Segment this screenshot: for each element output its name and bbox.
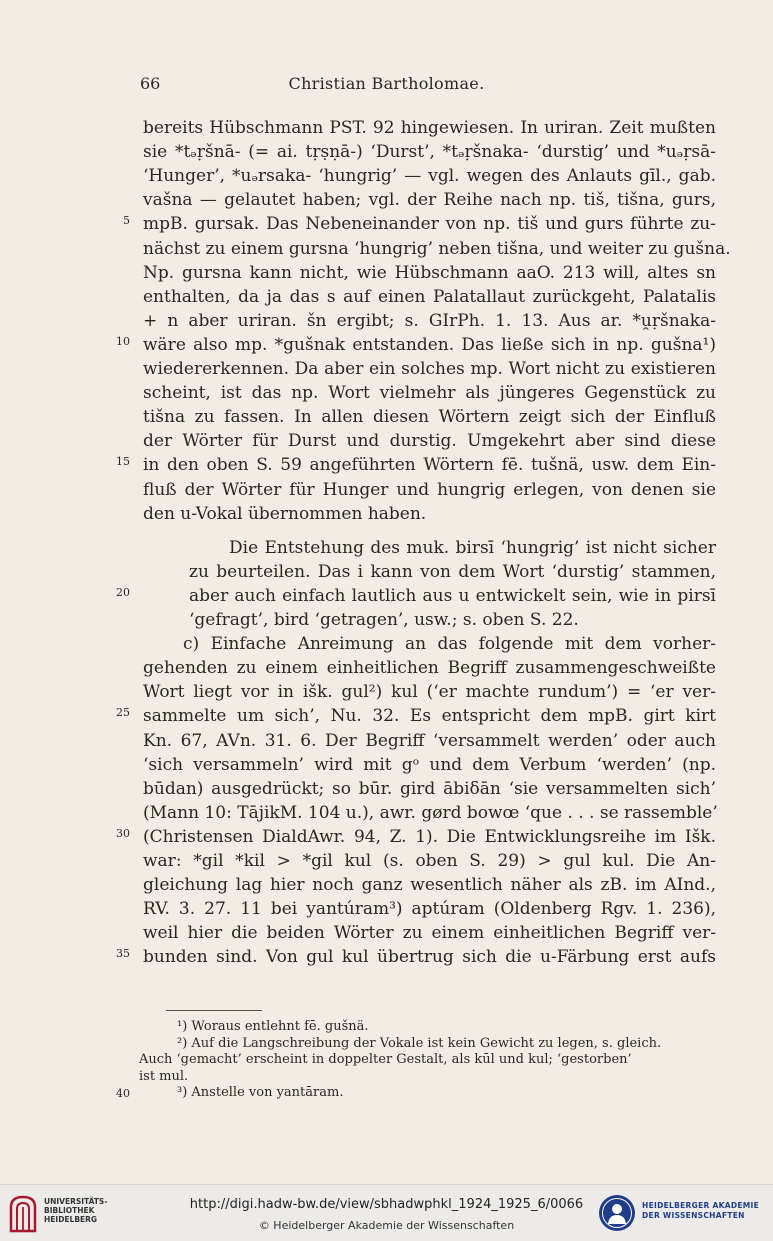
academy-name: HEIDELBERGER AKADEMIE DER WISSENSCHAFTEN	[642, 1201, 760, 1220]
text-line: war: *gil *kil > *gil kul (s. oben S. 29) > gul kul. Die An-	[143, 851, 716, 871]
text-line: sammelte um sich’, Nu. 32. Es entspricht dem mpB. girt kirt	[143, 706, 716, 727]
text-line: ‘sich versammeln’ wird mit gᵒ und dem Verbum ‘werden’ (np.	[143, 754, 716, 775]
text-line: + n aber uriran. šn ergibt; s. GIrPh. 1. 13. Aus ar. *u̯ṛšnaka-	[143, 310, 716, 331]
page-header	[0, 74, 773, 98]
text-line: Np. gursna kann nicht, wie Hübschmann aaO. 213 will, altes sn	[143, 262, 716, 283]
footnote-line: ³) Anstelle von yantāram.	[177, 1085, 344, 1100]
text-line: fluß der Wörter für Hunger und hungrig erlegen, von denen sie	[143, 479, 716, 500]
line-number: 30	[116, 826, 130, 840]
text-line: mpB. gursak. Das Nebeneinander von np. tiš und gurs führte zu-	[143, 214, 716, 235]
line-number: 35	[116, 947, 130, 961]
running-head: Christian Bartholomae.	[288, 74, 485, 93]
text-line: c) Einfache Anreimung an das folgende mit dem vorher-	[183, 634, 716, 655]
text-line: in den oben S. 59 angeführten Wörtern fē. tušnä, usw. dem Ein-	[143, 455, 716, 476]
copyright-text: © Heidelberger Akademie der Wissenschaften	[258, 1219, 515, 1232]
footnote-line: Auch ‘gemacht’ erscheint in doppelter Gestalt, als kūl und kul; ‘gestorben’	[139, 1052, 632, 1067]
text-line: enthalten, da ja das s auf einen Palatallaut zurückgeht, Palatalis	[143, 286, 716, 307]
text-line: weil hier die beiden Wörter zu einem einheitlichen Begriff ver-	[143, 923, 716, 944]
text-line: den u-Vokal übernommen haben.	[143, 503, 427, 524]
text-line: Wort liegt vor in išk. gul²) kul (‘er machte rundum’) = ‘er ver-	[143, 682, 716, 703]
page-number: 66	[140, 74, 161, 93]
university-library-name: UNIVERSITÄTS- BIBLIOTHEK HEIDELBERG	[44, 1197, 108, 1224]
text-line: (Mann 10: TājikM. 104 u.), awr. gørd bowœ ‘que . . . se rassemble’	[143, 802, 718, 823]
footnote-line: ²) Auf die Langschreibung der Vokale ist kein Gewicht zu legen, s. gleich.	[177, 1035, 662, 1051]
text-line: zu beurteilen. Das i kann von dem Wort ‘durstig’ stammen,	[189, 561, 716, 582]
academy-seal-icon[interactable]	[597, 1193, 637, 1233]
line-number: 10	[116, 334, 130, 348]
text-line: ‘gefragt’, bird ‘getragen’, usw.; s. oben S. 22.	[189, 610, 579, 630]
text-line: sie *tₔṛšnā- (= ai. tṛṣṇā-) ‘Durst’, *tₔṛšnaka- ‘durstig’ und *uₔṛsā-	[143, 142, 716, 163]
line-number: 5	[123, 214, 130, 228]
text-line: wiedererkennen. Da aber ein solches mp. Wort nicht zu existieren	[143, 359, 716, 379]
text-line: aber auch einfach lautlich aus u entwickelt sein, wie in pirsī	[189, 585, 716, 606]
text-line: gehenden zu einem einheitlichen Begriff zusammengeschweißte	[143, 658, 716, 679]
text-line: bunden sind. Von gul kul übertrug sich die u-Färbung erst aufs	[143, 947, 716, 968]
text-line: der Wörter für Durst und durstig. Umgekehrt aber sind diese	[143, 431, 716, 452]
footnote-line: ist mul.	[139, 1068, 189, 1084]
line-number: 25	[116, 706, 130, 720]
text-line: scheint, ist das np. Wort vielmehr als jüngeres Gegenstück zu	[143, 383, 716, 404]
text-line: wäre also mp. *gušnak entstanden. Das ließe sich in np. gušna¹)	[143, 334, 716, 355]
text-line: gleichung lag hier noch ganz wesentlich näher als zB. im AInd.,	[143, 875, 716, 896]
line-number: 15	[116, 455, 130, 469]
text-line: tišna zu fassen. In allen diesen Wörtern zeigt sich der Einfluß	[143, 407, 716, 428]
text-line: bereits Hübschmann PST. 92 hingewiesen. In uriran. Zeit mußten	[143, 118, 716, 138]
text-line: Die Entstehung des muk. birsī ‘hungrig’ ist nicht sicher	[229, 537, 716, 558]
source-url-link[interactable]: http://digi.hadw-bw.de/view/sbhadwphkl_1924_1925_6/0066	[189, 1197, 584, 1212]
footnote-rule	[166, 1010, 262, 1011]
text-line: vašna — gelautet haben; vgl. der Reihe nach np. tiš, tišna, gurs,	[143, 190, 716, 211]
text-line: (Christensen DialdAwr. 94, Z. 1). Die Entwicklungsreihe im Išk.	[143, 826, 716, 847]
line-number: 40	[116, 1087, 130, 1100]
text-line: RV. 3. 27. 11 bei yantúram³) aptúram (Oldenberg Rgv. 1. 236),	[143, 899, 716, 920]
text-line: Kn. 67, AVn. 31. 6. Der Begriff ‘versammelt werden’ oder auch	[143, 730, 716, 751]
footnote-line: ¹) Woraus entlehnt fē. gušnä.	[177, 1019, 369, 1034]
text-line: ‘Hunger’, *uₔrsaka- ‘hungrig’ — vgl. wegen des Anlauts gīl., gab.	[143, 166, 716, 187]
line-number: 20	[116, 585, 130, 599]
text-line: būdan) ausgedrückt; so būr. gird ābiδān ‘sie versammelten sich’	[143, 778, 716, 799]
footer-bar	[0, 1184, 773, 1241]
text-line: nächst zu einem gursna ‘hungrig’ neben tišna, und weiter zu gušna.	[143, 238, 731, 259]
